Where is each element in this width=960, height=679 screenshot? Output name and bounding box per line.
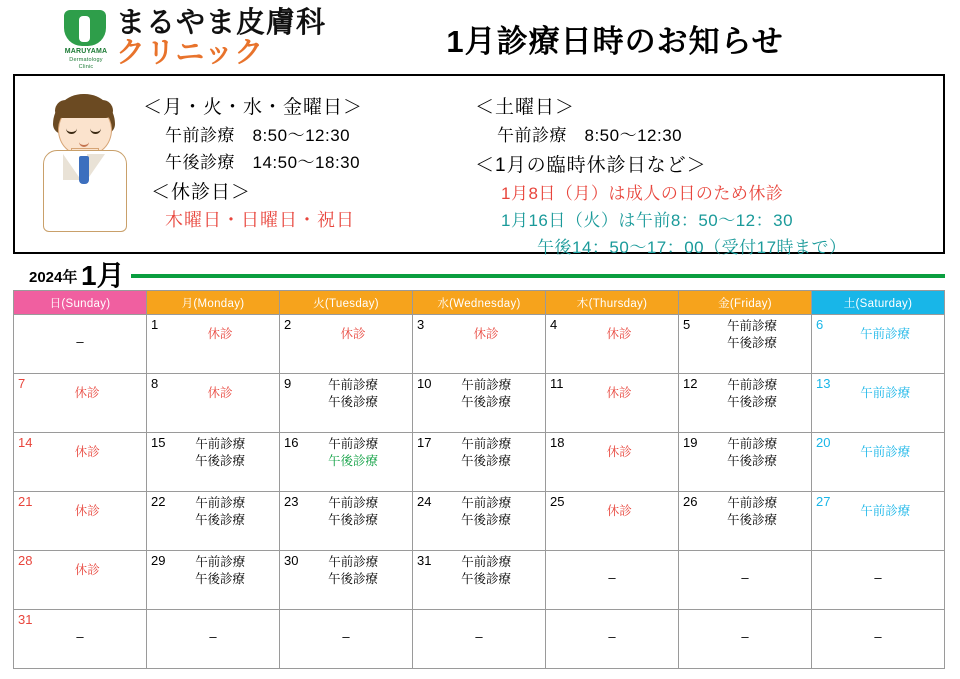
month-divider bbox=[131, 274, 945, 278]
logo-wordmark bbox=[116, 8, 326, 69]
calendar-day-status: 午前診療 午後診療 bbox=[726, 496, 778, 527]
calendar-header-monday: 月(Monday) bbox=[147, 291, 280, 315]
special-notice-2: 1月16日（火）は午前8：50〜12：30 bbox=[501, 211, 794, 230]
calendar-day-status: 休診 bbox=[74, 504, 100, 518]
calendar-day-cell bbox=[147, 315, 280, 374]
calendar-day-cell bbox=[413, 492, 546, 551]
calendar-day-cell bbox=[812, 492, 945, 551]
calendar-day-status: 休診 bbox=[606, 504, 632, 518]
saturday-hours-column bbox=[475, 88, 935, 260]
weekday-heading: ＜月・火・水・金曜日＞ bbox=[143, 97, 364, 118]
calendar-day-number: 7 bbox=[18, 376, 26, 391]
calendar-header-tuesday: 火(Tuesday) bbox=[280, 291, 413, 315]
calendar-day-cell bbox=[280, 374, 413, 433]
calendar-week-row bbox=[14, 610, 945, 669]
special-notice-heading: ＜1月の臨時休診日など＞ bbox=[475, 155, 707, 176]
weekday-hours-column bbox=[143, 88, 473, 232]
weekday-morning-hours: 午前診療 8:50〜12:30 bbox=[165, 126, 351, 145]
calendar-day-status: 午前診療 午後診療 bbox=[327, 437, 379, 468]
logo-sub-small: Dermatology Clinic bbox=[69, 56, 103, 70]
logo-line-1: まるやま皮膚科 bbox=[116, 7, 327, 39]
logo-subtext bbox=[62, 48, 110, 71]
calendar-day-cell bbox=[679, 610, 812, 669]
calendar-day-status: 休診 bbox=[207, 386, 233, 400]
month-number-label: 1月 bbox=[81, 260, 125, 291]
calendar-day-number: 10 bbox=[417, 376, 432, 391]
calendar-day-number: 17 bbox=[417, 435, 432, 450]
calendar-day-cell bbox=[812, 610, 945, 669]
calendar-day-number: 15 bbox=[151, 435, 166, 450]
page-header bbox=[0, 0, 960, 70]
logo-line-2: クリニック bbox=[116, 37, 265, 70]
saturday-morning-hours: 午前診療 8:50〜12:30 bbox=[497, 126, 683, 145]
calendar-day-status: 午前診療 午後診療 bbox=[460, 496, 512, 527]
calendar-day-status: 休診 bbox=[606, 445, 632, 459]
closed-days-value: 木曜日・日曜日・祝日 bbox=[165, 210, 355, 230]
clinic-logo bbox=[62, 7, 332, 70]
weekday-afternoon-hours: 午後診療 14:50〜18:30 bbox=[165, 153, 361, 172]
page-title: 1月診療日時のお知らせ bbox=[446, 24, 784, 59]
calendar-day-status: 午前診療 午後診療 bbox=[460, 555, 512, 586]
calendar-day-status: 休診 bbox=[74, 445, 100, 459]
month-year-label: 2024年 bbox=[29, 269, 78, 286]
calendar-day-status: – bbox=[209, 629, 217, 644]
calendar-day-cell bbox=[147, 374, 280, 433]
calendar-day-cell bbox=[147, 492, 280, 551]
calendar-day-status: 休診 bbox=[606, 327, 632, 341]
calendar-day-status: 午前診療 午後診療 bbox=[327, 555, 379, 586]
calendar-day-cell bbox=[679, 433, 812, 492]
calendar-day-number: 4 bbox=[550, 317, 558, 332]
calendar-day-number: 22 bbox=[151, 494, 166, 509]
calendar-day-status: 午前診療 午後診療 bbox=[460, 437, 512, 468]
calendar-day-number: 8 bbox=[151, 376, 159, 391]
calendar-week-row bbox=[14, 374, 945, 433]
calendar-header-friday: 金(Friday) bbox=[679, 291, 812, 315]
calendar-day-number: 11 bbox=[550, 376, 564, 391]
calendar-day-number: 16 bbox=[284, 435, 299, 450]
calendar-day-cell bbox=[280, 551, 413, 610]
calendar-day-number: 29 bbox=[151, 553, 166, 568]
calendar-day-status: 午前診療 bbox=[860, 386, 911, 400]
calendar-day-number: 2 bbox=[284, 317, 292, 332]
calendar-day-number: 26 bbox=[683, 494, 698, 509]
calendar-day-number: 1 bbox=[151, 317, 159, 332]
calendar-day-cell bbox=[147, 551, 280, 610]
calendar-day-cell bbox=[812, 315, 945, 374]
calendar-day-number: 18 bbox=[550, 435, 565, 450]
calendar-day-cell bbox=[147, 610, 280, 669]
calendar-day-cell bbox=[546, 374, 679, 433]
calendar-day-status: 午前診療 午後診療 bbox=[194, 555, 246, 586]
calendar-day-number: 28 bbox=[18, 553, 33, 568]
calendar-header-wednesday: 水(Wednesday) bbox=[413, 291, 546, 315]
month-bar bbox=[13, 258, 945, 291]
calendar-day-status: – bbox=[608, 570, 616, 585]
calendar-day-number: 9 bbox=[284, 376, 292, 391]
calendar-day-number: 12 bbox=[683, 376, 698, 391]
calendar-day-cell bbox=[812, 551, 945, 610]
logo-sub-big: MARUYAMA bbox=[64, 48, 108, 55]
calendar-day-status: 午前診療 bbox=[859, 327, 910, 341]
calendar-day-cell bbox=[546, 315, 679, 374]
calendar-day-status: – bbox=[874, 629, 882, 644]
calendar-day-cell bbox=[413, 315, 546, 374]
calendar-day-status: 休診 bbox=[340, 327, 366, 341]
calendar-header-sunday: 日(Sunday) bbox=[14, 291, 147, 315]
calendar-day-cell bbox=[14, 610, 147, 669]
calendar-day-number: 3 bbox=[417, 317, 425, 332]
calendar-day-cell bbox=[413, 374, 546, 433]
calendar-day-status: 午前診療 午後診療 bbox=[726, 378, 778, 409]
special-notice-1: 1月8日（月）は成人の日のため休診 bbox=[501, 184, 784, 203]
calendar-body bbox=[14, 315, 945, 669]
calendar-day-status: 午前診療 午後診療 bbox=[726, 437, 778, 468]
saturday-heading: ＜土曜日＞ bbox=[475, 97, 576, 118]
calendar-day-cell bbox=[413, 433, 546, 492]
calendar-day-number: 23 bbox=[284, 494, 299, 509]
calendar-week-row bbox=[14, 551, 945, 610]
calendar-day-cell bbox=[546, 610, 679, 669]
calendar-day-status: – bbox=[76, 334, 84, 349]
calendar-day-cell bbox=[679, 315, 812, 374]
calendar-day-cell bbox=[546, 492, 679, 551]
calendar-day-number: 25 bbox=[550, 494, 565, 509]
special-notice-3: 午後14：50〜17：00（受付17時まで） bbox=[537, 238, 847, 257]
calendar-day-status: – bbox=[741, 570, 749, 585]
calendar-day-number: 14 bbox=[18, 435, 33, 450]
calendar-day-status: 午前診療 午後診療 bbox=[460, 378, 512, 409]
calendar-day-cell bbox=[413, 610, 546, 669]
calendar-day-number: 30 bbox=[284, 553, 299, 568]
calendar-day-status: – bbox=[608, 629, 616, 644]
calendar-day-status: 午前診療 bbox=[860, 504, 911, 518]
calendar-day-cell bbox=[14, 551, 147, 610]
calendar-day-number: 20 bbox=[816, 435, 831, 450]
calendar-day-cell bbox=[280, 492, 413, 551]
calendar-header-row bbox=[14, 291, 945, 315]
calendar-day-number: 19 bbox=[683, 435, 698, 450]
calendar-day-cell bbox=[280, 610, 413, 669]
calendar-day-status: – bbox=[76, 629, 84, 644]
calendar-table bbox=[13, 290, 945, 669]
calendar-day-status: 午前診療 午後診療 bbox=[327, 496, 379, 527]
closed-days-heading: ＜休診日＞ bbox=[151, 182, 252, 203]
calendar-day-status: – bbox=[475, 629, 483, 644]
calendar-day-status: 休診 bbox=[74, 386, 100, 400]
calendar-day-cell bbox=[546, 551, 679, 610]
calendar-day-status: 休診 bbox=[74, 563, 100, 577]
calendar-day-status: 休診 bbox=[207, 327, 233, 341]
calendar-day-status: 午前診療 午後診療 bbox=[194, 496, 246, 527]
calendar-day-status: 休診 bbox=[473, 327, 499, 341]
calendar-day-cell bbox=[14, 374, 147, 433]
calendar-day-cell bbox=[679, 374, 812, 433]
calendar-day-number: 21 bbox=[18, 494, 33, 509]
hours-info-box bbox=[13, 74, 945, 257]
calendar-day-cell bbox=[14, 433, 147, 492]
calendar-header-thursday: 木(Thursday) bbox=[546, 291, 679, 315]
calendar-day-cell bbox=[280, 433, 413, 492]
calendar-day-cell bbox=[280, 315, 413, 374]
calendar-day-cell bbox=[812, 433, 945, 492]
calendar-day-cell bbox=[546, 433, 679, 492]
calendar-day-status: 午前診療 午後診療 bbox=[327, 378, 378, 409]
calendar-day-number: 31 bbox=[417, 553, 432, 568]
calendar-header-saturday: 土(Saturday) bbox=[812, 291, 945, 315]
calendar-day-number: 24 bbox=[417, 494, 432, 509]
calendar-week-row bbox=[14, 315, 945, 374]
calendar-day-cell bbox=[679, 492, 812, 551]
doctor-illustration-icon bbox=[37, 92, 133, 232]
calendar-day-cell bbox=[812, 374, 945, 433]
calendar-day-cell bbox=[147, 433, 280, 492]
calendar-day-status: 休診 bbox=[606, 386, 632, 400]
calendar-day-cell bbox=[14, 315, 147, 374]
calendar-day-number: 6 bbox=[816, 317, 824, 332]
calendar-day-cell bbox=[14, 492, 147, 551]
calendar-day-status: 午前診療 bbox=[860, 445, 911, 459]
calendar-day-number: 27 bbox=[816, 494, 831, 509]
calendar-day-cell bbox=[413, 551, 546, 610]
calendar-week-row bbox=[14, 433, 945, 492]
calendar-day-status: – bbox=[342, 629, 350, 644]
calendar-day-number: 13 bbox=[816, 376, 831, 391]
calendar-week-row bbox=[14, 492, 945, 551]
calendar-day-status: – bbox=[874, 570, 882, 585]
calendar-day-status: – bbox=[741, 629, 749, 644]
calendar-day-status: 午前診療 午後診療 bbox=[726, 319, 777, 350]
calendar-day-number: 5 bbox=[683, 317, 691, 332]
calendar-day-status: 午前診療 午後診療 bbox=[194, 437, 246, 468]
calendar-day-number: 31 bbox=[18, 612, 33, 627]
calendar-day-cell bbox=[679, 551, 812, 610]
